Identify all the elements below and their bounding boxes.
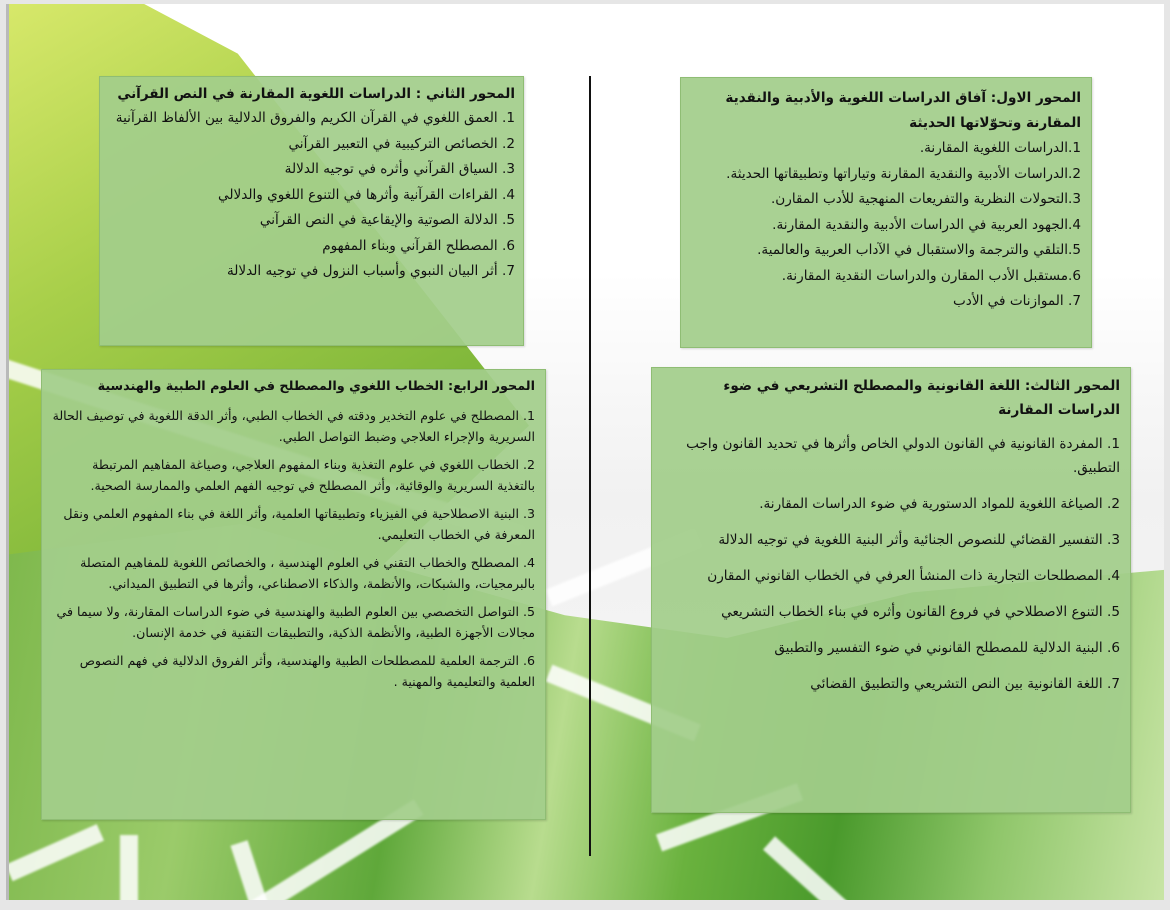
axis-4-title: المحور الرابع: الخطاب اللغوي والمصطلح في العلوم الطبية والهندسية bbox=[97, 379, 535, 394]
axis-1-item: 7. الموازنات في الأدب bbox=[952, 293, 1081, 309]
axis-4-item: 5. التواصل التخصصي بين العلوم الطبية والهندسية في ضوء الدراسات المقارنة، ولا سيما في مجالات الأجهزة الطبية، والأنظمة الذكية، والتطبيقات التقنية في خدمة الإنسان. bbox=[56, 604, 535, 640]
axis-2-item: 6. المصطلح القرآني وبناء المفهوم bbox=[322, 237, 515, 254]
axis-1-item: 1.الدراسات اللغوية المقارنة. bbox=[919, 140, 1081, 156]
axis-3-panel bbox=[651, 367, 1131, 813]
axis-3-item: 7. اللغة القانونية بين النص التشريعي والتطبيق القضائي bbox=[810, 676, 1120, 692]
axis-2-item: 5. الدلالة الصوتية والإيقاعية في النص القرآني bbox=[259, 212, 515, 228]
axis-2-item: 1. العمق اللغوي في القرآن الكريم والفروق الدلالية بين الألفاظ القرآنية bbox=[115, 110, 515, 126]
axis-3-title: المحور الثالث: اللغة القانونية والمصطلح التشريعي في ضوء الدراسات المقارنة bbox=[723, 378, 1120, 418]
axis-1-item: 3.التحولات النظرية والتفريعات المنهجية للأدب المقارن. bbox=[770, 191, 1081, 207]
axis-1-item: 6.مستقبل الأدب المقارن والدراسات النقدية المقارنة. bbox=[781, 267, 1081, 284]
axis-4-item: 6. الترجمة العلمية للمصطلحات الطبية والهندسية، وأثر الفروق الدلالية في فهم النصوص العلمية والتعليمية والمهنية . bbox=[79, 653, 535, 689]
axis-4-item: 2. الخطاب اللغوي في علوم التغذية وبناء المفهوم العلاجي، وصياغة المفاهيم المرتبطة بالتغذية السريرية والوقائية، وأثر المصطلح في توجيه الفهم العلمي والممارسة الصحية. bbox=[90, 457, 535, 493]
axis-4-panel bbox=[41, 369, 546, 820]
axis-4-list bbox=[52, 406, 535, 692]
axis-1-title: المحور الاول: آفاق الدراسات اللغوية والأدبية والنقدية المقارنة وتحوّلاتها الحديثة bbox=[725, 90, 1081, 131]
axis-3-item: 1. المفردة القانونية في القانون الدولي الخاص وأثرها في تحديد القانون واجب التطبيق. bbox=[686, 436, 1120, 476]
axis-1-item: 5.التلقي والترجمة والاستقبال في الآداب العربية والعالمية. bbox=[757, 242, 1081, 258]
axis-1-item: 2.الدراسات الأدبية والنقدية المقارنة وتياراتها وتطبيقاتها الحديثة. bbox=[726, 165, 1081, 182]
axis-2-item: 3. السياق القرآني وأثره في توجيه الدلالة bbox=[284, 161, 515, 177]
axis-4-item: 3. البنية الاصطلاحية في الفيزياء وتطبيقاتها العلمية، وأثر اللغة في بناء المفهوم العلمي ونقل المعرفة في الخطاب التعليمي. bbox=[63, 506, 535, 542]
axis-4-item: 1. المصطلح في علوم التخدير ودقته في الخطاب الطبي، وأثر الدقة اللغوية في توصيف الحالة السريرية والإجراء العلاجي وضبط التواصل الطبي. bbox=[52, 408, 535, 444]
axis-3-item: 5. التنوع الاصطلاحي في فروع القانون وأثره في بناء الخطاب التشريعي bbox=[721, 604, 1120, 620]
axis-4-item: 4. المصطلح والخطاب التقني في العلوم الهندسية ، والخصائص اللغوية للمفاهيم المتصلة بالبرمجيات، والشبكات، والأنظمة، والذكاء الاصطناعي، وأثرها في التطبيق الميداني. bbox=[80, 555, 535, 591]
axis-2-panel bbox=[99, 76, 524, 346]
axis-1-item: 4.الجهود العربية في الدراسات الأدبية والنقدية المقارنة. bbox=[772, 216, 1081, 233]
axis-3-item: 6. البنية الدلالية للمصطلح القانوني في ضوء التفسير والتطبيق bbox=[774, 640, 1120, 656]
axis-2-list bbox=[110, 106, 515, 285]
axis-3-list bbox=[662, 432, 1120, 696]
background-white-stripe bbox=[120, 835, 138, 900]
column-divider bbox=[589, 76, 591, 856]
axis-1-panel bbox=[680, 77, 1092, 348]
axis-3-item: 3. التفسير القضائي للنصوص الجنائية وأثر البنية اللغوية في توجيه الدلالة bbox=[718, 532, 1120, 548]
axis-2-title: المحور الثاني : الدراسات اللغوية المقارنة في النص القرآني bbox=[117, 86, 515, 102]
axis-2-item: 4. القراءات القرآنية وأثرها في التنوع اللغوي والدلالي bbox=[217, 186, 515, 203]
axis-3-item: 4. المصطلحات التجارية ذات المنشأ العرفي في الخطاب القانوني المقارن bbox=[707, 568, 1120, 584]
axis-2-item: 2. الخصائص التركيبية في التعبير القرآني bbox=[288, 135, 515, 152]
axis-3-item: 2. الصياغة اللغوية للمواد الدستورية في ضوء الدراسات المقارنة. bbox=[759, 496, 1120, 512]
axis-2-item: 7. أثر البيان النبوي وأسباب النزول في توجيه الدلالة bbox=[226, 263, 515, 279]
axis-1-list bbox=[691, 136, 1081, 315]
